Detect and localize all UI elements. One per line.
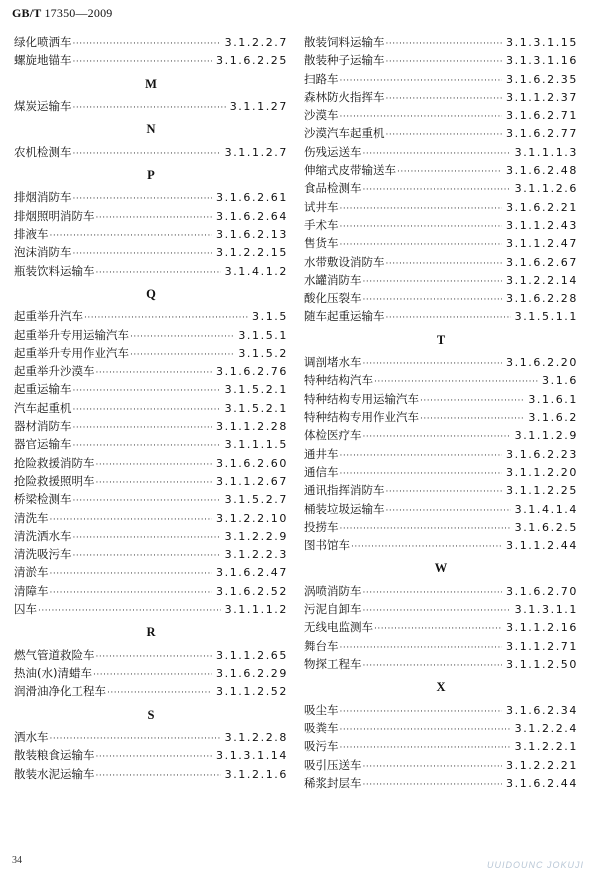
entry-clause-number: 3.1.2.2.3: [224, 548, 288, 562]
entry-term: 起重举升专用作业汽车: [14, 345, 129, 360]
entry-clause-number: 3.1.5.2.1: [224, 383, 288, 397]
leader-dots: [363, 359, 503, 369]
entry-clause-number: 3.1.6.2.28: [506, 292, 578, 306]
section-letter: M: [145, 76, 157, 91]
entry-clause-number: 3.1.1.2.71: [506, 639, 578, 653]
leader-dots: [96, 652, 213, 662]
entry-term: 起重举升沙漠车: [14, 364, 95, 379]
leader-dots: [96, 752, 213, 762]
entry-clause-number: 3.1.4.1.4: [514, 502, 578, 516]
entry-clause-number: 3.1.6.2.29: [216, 666, 288, 680]
leader-dots: [50, 588, 213, 598]
entry-term: 煤炭运输车: [14, 98, 72, 113]
entry-term: 汽车起重机: [14, 400, 72, 415]
index-entry: [14, 34, 288, 52]
entry-term: 特种结构专用作业汽车: [304, 410, 419, 425]
index-entry: [304, 638, 578, 656]
leader-dots: [96, 213, 213, 223]
entry-clause-number: 3.1.1.27: [229, 99, 288, 113]
entry-clause-number: 3.1.6.2.52: [216, 584, 288, 598]
entry-term: 扫路车: [304, 71, 339, 86]
index-entry: [304, 601, 578, 619]
entry-clause-number: 3.1.1.2.43: [506, 218, 578, 232]
index-entry: [14, 418, 288, 436]
index-entry: [14, 683, 288, 701]
entry-term: 吸污车: [304, 739, 339, 754]
leader-dots: [420, 414, 524, 424]
entry-term: 燃气管道救险车: [14, 647, 95, 662]
index-entry: [304, 501, 578, 519]
leader-dots: [340, 743, 511, 753]
index-entry: [304, 290, 578, 308]
entry-term: 无线电监测车: [304, 620, 373, 635]
index-entry: [304, 702, 578, 720]
entry-term: 沙漠汽车起重机: [304, 126, 385, 141]
entry-term: 调剖堵水车: [304, 355, 362, 370]
entry-clause-number: 3.1.1.2.6: [514, 182, 578, 196]
entry-term: 试井车: [304, 199, 339, 214]
entry-term: 随车起重运输车: [304, 309, 385, 324]
entry-clause-number: 3.1.1.2.50: [506, 657, 578, 671]
entry-term: 起重举升专用运输汽车: [14, 327, 129, 342]
index-entry: [304, 308, 578, 326]
leader-dots: [73, 57, 213, 67]
leader-dots: [73, 423, 213, 433]
leader-dots: [363, 432, 511, 442]
entry-clause-number: 3.1.1.1.3: [514, 145, 578, 159]
entry-clause-number: 3.1.6.2.5: [514, 520, 578, 534]
entry-term: 售货车: [304, 236, 339, 251]
entry-term: 清洗吸污车: [14, 547, 72, 562]
leader-dots: [363, 185, 511, 195]
entry-term: 水罐消防车: [304, 272, 362, 287]
leader-dots: [96, 771, 221, 781]
index-entry: [304, 391, 578, 409]
entry-term: 投捞车: [304, 519, 339, 534]
leader-dots: [340, 112, 503, 122]
leader-dots: [96, 460, 213, 470]
entry-term: 抢险救援消防车: [14, 455, 95, 470]
leader-dots: [38, 606, 221, 616]
index-entry: [304, 409, 578, 427]
index-entry: [304, 464, 578, 482]
index-entry: [304, 519, 578, 537]
entry-clause-number: 3.1.1.2.52: [216, 685, 288, 699]
entry-term: 涡喷消防车: [304, 583, 362, 598]
index-entry: [14, 564, 288, 582]
index-entry: [304, 738, 578, 756]
entry-clause-number: 3.1.6.2.70: [506, 584, 578, 598]
index-column-left: [14, 34, 288, 784]
index-entry: [14, 665, 288, 683]
index-entry: [304, 144, 578, 162]
index-entry: [304, 71, 578, 89]
leader-dots: [73, 149, 221, 159]
leader-dots: [340, 76, 503, 86]
entry-clause-number: 3.1.6.2.76: [216, 365, 288, 379]
entry-term: 吸尘车: [304, 702, 339, 717]
leader-dots: [386, 506, 511, 516]
entry-clause-number: 3.1.6.2.44: [506, 776, 578, 790]
entry-clause-number: 3.1.6.2.60: [216, 456, 288, 470]
index-entry: [14, 436, 288, 454]
leader-dots: [340, 725, 511, 735]
index-entry: [14, 189, 288, 207]
section-letter: N: [146, 122, 156, 137]
entry-term: 散装饲料运输车: [304, 35, 385, 49]
entry-term: 器官运输车: [14, 437, 72, 452]
entry-term: 吸引压送车: [304, 757, 362, 772]
leader-dots: [351, 542, 502, 552]
entry-term: 器材消防车: [14, 419, 72, 434]
entry-term: 清淤车: [14, 565, 49, 580]
index-entry: [304, 775, 578, 793]
entry-clause-number: 3.1.2.2.15: [216, 246, 288, 260]
leader-dots: [84, 313, 248, 323]
entry-clause-number: 3.1.5.2: [238, 346, 288, 360]
leader-dots: [50, 231, 213, 241]
leader-dots: [363, 588, 503, 598]
entry-term: 特种结构汽车: [304, 373, 373, 388]
entry-term: 泡沫消防车: [14, 245, 72, 260]
entry-term: 瓶装饮料运输车: [14, 263, 95, 278]
entry-term: 起重运输车: [14, 382, 72, 397]
leader-dots: [96, 268, 221, 278]
section-letter: T: [436, 332, 446, 347]
entry-term: 散装种子运输车: [304, 53, 385, 68]
entry-clause-number: 3.1.5.1: [238, 328, 288, 342]
entry-term: 农机检测车: [14, 144, 72, 159]
entry-term: 体检医疗车: [304, 428, 362, 443]
entry-clause-number: 3.1.1.2.44: [506, 539, 578, 553]
entry-clause-number: 3.1.3.1.15: [506, 36, 578, 49]
leader-dots: [340, 643, 503, 653]
section-letter: W: [434, 561, 448, 576]
entry-clause-number: 3.1.1.2.47: [506, 237, 578, 251]
entry-clause-number: 3.1.5.2.7: [224, 493, 288, 507]
leader-dots: [386, 57, 503, 67]
leader-dots: [73, 39, 221, 49]
index-entry: [14, 308, 288, 326]
entry-term: 通信车: [304, 464, 339, 479]
entry-term: 伸缩式皮带输送车: [304, 163, 396, 178]
entry-clause-number: 3.1.3.1.16: [506, 54, 578, 68]
standard-number: 17350—2009: [44, 6, 113, 20]
entry-clause-number: 3.1.1.2.28: [216, 420, 288, 434]
entry-term: 桥梁检测车: [14, 492, 72, 507]
index-entry: [304, 354, 578, 372]
leader-dots: [73, 551, 221, 561]
index-entry: [14, 546, 288, 564]
index-entry: [304, 199, 578, 217]
index-entry: [14, 244, 288, 262]
leader-dots: [96, 368, 213, 378]
leader-dots: [73, 386, 221, 396]
entry-clause-number: 3.1.1.2.16: [506, 621, 578, 635]
index-entry: [304, 107, 578, 125]
index-entry: [304, 427, 578, 445]
index-entry: [304, 446, 578, 464]
entry-clause-number: 3.1.2.2.21: [506, 758, 578, 772]
section-letter: S: [147, 707, 155, 722]
index-entry: [304, 757, 578, 775]
leader-dots: [397, 167, 502, 177]
standard-code: GB/T: [12, 6, 42, 20]
entry-term: 螺旋地锚车: [14, 53, 72, 68]
entry-clause-number: 3.1.2.2.1: [514, 740, 578, 754]
leader-dots: [363, 661, 503, 671]
leader-dots: [386, 313, 511, 323]
page-number: 34: [12, 855, 22, 866]
entry-clause-number: 3.1.6.2.48: [506, 164, 578, 178]
index-entry: [304, 125, 578, 143]
entry-term: 通讯指挥消防车: [304, 483, 385, 498]
index-entry: [304, 272, 578, 290]
index-entry: [304, 162, 578, 180]
entry-clause-number: 3.1.6.2.20: [506, 356, 578, 370]
leader-dots: [363, 762, 503, 772]
leader-dots: [73, 496, 221, 506]
index-entry: [14, 766, 288, 784]
leader-dots: [340, 204, 503, 214]
entry-term: 洒水车: [14, 729, 49, 744]
leader-dots: [363, 149, 511, 159]
entry-term: 散装粮食运输车: [14, 748, 95, 763]
entry-clause-number: 3.1.3.1.1: [514, 603, 578, 617]
entry-term: 绿化喷洒车: [14, 35, 72, 49]
leader-dots: [50, 734, 221, 744]
entry-term: 吸粪车: [304, 720, 339, 735]
leader-dots: [73, 405, 221, 415]
index-entry: [14, 491, 288, 509]
entry-term: 特种结构专用运输汽车: [304, 391, 419, 406]
leader-dots: [363, 606, 511, 616]
entry-term: 润滑油净化工程车: [14, 684, 106, 699]
entry-clause-number: 3.1.1.1.5: [224, 438, 288, 452]
entry-clause-number: 3.1.6: [542, 374, 578, 388]
leader-dots: [386, 94, 503, 104]
entry-term: 伤残运送车: [304, 144, 362, 159]
index-entry: [14, 263, 288, 281]
index-entry: [14, 226, 288, 244]
entry-clause-number: 3.1.3.1.14: [216, 749, 288, 763]
index-entry: [14, 144, 288, 162]
entry-clause-number: 3.1.1.1.2: [224, 602, 288, 616]
entry-term: 排烟消防车: [14, 190, 72, 205]
index-entry: [14, 345, 288, 363]
leader-dots: [363, 295, 503, 305]
leader-dots: [374, 624, 502, 634]
index-entry: [304, 482, 578, 500]
entry-term: 沙漠车: [304, 108, 339, 123]
watermark: UUIDOUNC JOKUJI: [486, 860, 584, 870]
entry-term: 囚车: [14, 601, 37, 616]
entry-clause-number: 3.1.1.2.37: [506, 90, 578, 104]
entry-term: 稀浆封层车: [304, 775, 362, 790]
leader-dots: [386, 487, 503, 497]
entry-clause-number: 3.1.1.2.25: [506, 484, 578, 498]
entry-term: 舞台车: [304, 638, 339, 653]
entry-clause-number: 3.1.6.2.61: [216, 191, 288, 205]
entry-clause-number: 3.1.6.2.34: [506, 703, 578, 717]
leader-dots: [73, 441, 221, 451]
entry-clause-number: 3.1.6.2.21: [506, 200, 578, 214]
entry-clause-number: 3.1.1.2.9: [514, 429, 578, 443]
entry-term: 起重举升汽车: [14, 309, 83, 324]
entry-clause-number: 3.1.1.2.7: [224, 145, 288, 159]
entry-term: 手术车: [304, 217, 339, 232]
leader-dots: [73, 103, 226, 113]
leader-dots: [340, 707, 503, 717]
entry-clause-number: 3.1.6.2: [528, 411, 578, 425]
leader-dots: [73, 194, 213, 204]
leader-dots: [340, 451, 503, 461]
entry-clause-number: 3.1.6.1: [528, 392, 578, 406]
index-entry: [14, 363, 288, 381]
entry-term: 森林防火指挥车: [304, 89, 385, 104]
leader-dots: [340, 222, 503, 232]
entry-clause-number: 3.1.2.2.4: [514, 721, 578, 735]
entry-clause-number: 3.1.2.2.14: [506, 273, 578, 287]
leader-dots: [340, 240, 503, 250]
index-entry: [14, 729, 288, 747]
entry-clause-number: 3.1.2.2.10: [216, 511, 288, 525]
index-entry: [304, 537, 578, 555]
leader-dots: [96, 478, 213, 488]
index-entry: [14, 52, 288, 70]
index-entry: [14, 583, 288, 601]
index-entry: [14, 647, 288, 665]
entry-clause-number: 3.1.6.2.23: [506, 447, 578, 461]
leader-dots: [107, 688, 212, 698]
entry-term: 通井车: [304, 446, 339, 461]
leader-dots: [374, 377, 538, 387]
entry-clause-number: 3.1.6.2.67: [506, 255, 578, 269]
leader-dots: [420, 396, 524, 406]
entry-term: 水带敷设消防车: [304, 254, 385, 269]
index-entry: [304, 720, 578, 738]
entry-term: 桶装垃圾运输车: [304, 501, 385, 516]
index-entry: [14, 528, 288, 546]
entry-clause-number: 3.1.6.2.13: [216, 227, 288, 241]
entry-clause-number: 3.1.2.1.6: [224, 767, 288, 781]
entry-clause-number: 3.1.2.2.9: [224, 529, 288, 543]
section-letter: X: [436, 680, 446, 695]
index-entry: [304, 583, 578, 601]
entry-clause-number: 3.1.1.2.67: [216, 474, 288, 488]
entry-clause-number: 3.1.4.1.2: [224, 264, 288, 278]
entry-term: 酸化压裂车: [304, 291, 362, 306]
entry-term: 清洗洒水车: [14, 528, 72, 543]
index-entry: [304, 89, 578, 107]
index-column-right: [304, 34, 578, 793]
index-entry: [14, 455, 288, 473]
page-header: [12, 6, 112, 21]
section-letter: P: [147, 167, 155, 182]
index-entry: [14, 208, 288, 226]
leader-dots: [50, 515, 213, 525]
leader-dots: [386, 259, 503, 269]
index-entry: [14, 747, 288, 765]
entry-clause-number: 3.1.6.2.47: [216, 566, 288, 580]
index-entry: [304, 34, 578, 52]
entry-term: 图书馆车: [304, 538, 350, 553]
leader-dots: [73, 249, 213, 259]
index-entry: [304, 52, 578, 70]
index-entry: [304, 656, 578, 674]
entry-clause-number: 3.1.6.2.77: [506, 127, 578, 141]
index-entry: [304, 235, 578, 253]
entry-term: 清洗车: [14, 510, 49, 525]
leader-dots: [363, 277, 503, 287]
entry-clause-number: 3.1.2.2.8: [224, 730, 288, 744]
leader-dots: [130, 350, 234, 360]
entry-clause-number: 3.1.5: [252, 310, 288, 324]
entry-clause-number: 3.1.5.1.1: [514, 310, 578, 324]
entry-clause-number: 3.1.1.2.65: [216, 648, 288, 662]
entry-clause-number: 3.1.6.2.25: [216, 54, 288, 68]
leader-dots: [50, 569, 213, 579]
index-entry: [14, 98, 288, 116]
entry-term: 抢险救援照明车: [14, 473, 95, 488]
entry-clause-number: 3.1.6.2.64: [216, 209, 288, 223]
index-entry: [14, 400, 288, 418]
index-entry: [304, 217, 578, 235]
index-entry: [14, 601, 288, 619]
index-entry: [304, 619, 578, 637]
index-entry: [14, 327, 288, 345]
entry-clause-number: 3.1.1.2.20: [506, 465, 578, 479]
leader-dots: [386, 39, 503, 49]
entry-term: 排烟照明消防车: [14, 208, 95, 223]
section-letter: Q: [146, 286, 156, 301]
index-entry: [14, 473, 288, 491]
index-entry: [304, 180, 578, 198]
entry-term: 污泥自卸车: [304, 602, 362, 617]
entry-term: 清障车: [14, 583, 49, 598]
entry-clause-number: 3.1.2.2.7: [224, 36, 288, 49]
index-entry: [14, 510, 288, 528]
index-entry: [14, 381, 288, 399]
entry-clause-number: 3.1.6.2.71: [506, 109, 578, 123]
entry-clause-number: 3.1.6.2.35: [506, 72, 578, 86]
index-entry: [304, 254, 578, 272]
leader-dots: [73, 533, 221, 543]
index-entry: [304, 372, 578, 390]
section-letter: R: [146, 625, 156, 640]
entry-term: 散装水泥运输车: [14, 766, 95, 781]
leader-dots: [386, 130, 503, 140]
entry-term: 排液车: [14, 226, 49, 241]
entry-term: 食品检测车: [304, 181, 362, 196]
entry-term: 物探工程车: [304, 656, 362, 671]
leader-dots: [93, 670, 212, 680]
entry-term: 热油(水)清蜡车: [14, 665, 92, 680]
leader-dots: [130, 332, 234, 342]
leader-dots: [363, 780, 503, 790]
leader-dots: [340, 524, 511, 534]
leader-dots: [340, 469, 503, 479]
entry-clause-number: 3.1.5.2.1: [224, 401, 288, 415]
